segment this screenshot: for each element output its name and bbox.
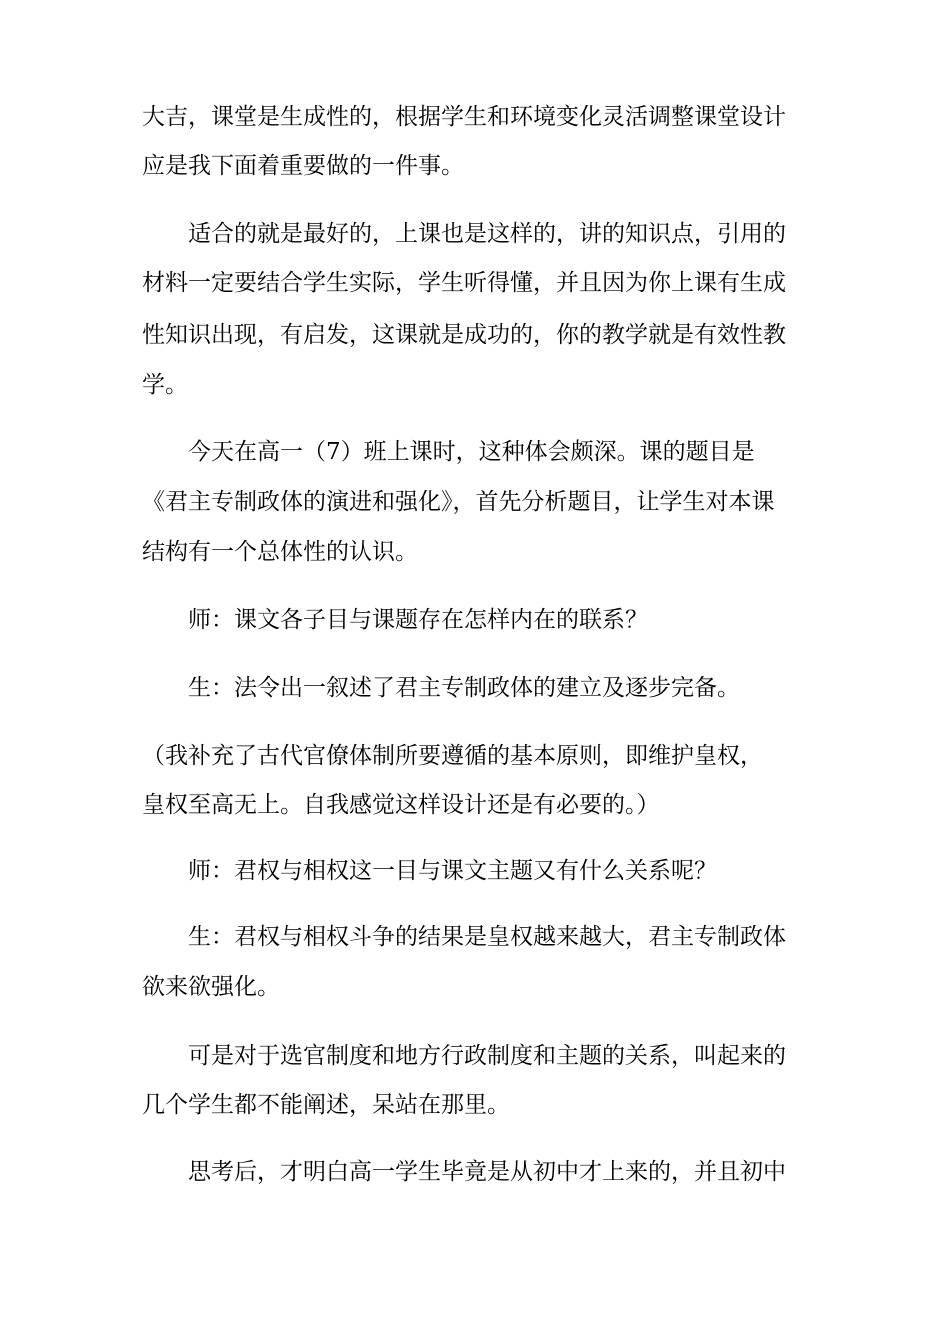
text-line: 材料一定要结合学生实际，学生听得懂，并且因为你上课有生成 [142, 270, 786, 296]
text-line: 欲来欲强化。 [142, 974, 280, 1000]
text-line: 师：君权与相权这一目与课文主题又有什么关系呢？ [142, 858, 717, 884]
text-line: 性知识出现，有启发，这课就是成功的，你的教学就是有效性教 [142, 322, 786, 348]
text-line: 大吉，课堂是生成性的，根据学生和环境变化灵活调整课堂设计 [142, 104, 786, 130]
text-line: 生：法令出一叙述了君主专制政体的建立及逐步完备。 [142, 675, 740, 701]
text-line: （我补充了古代官僚体制所要遵循的基本原则，即维护皇权， [142, 743, 763, 769]
text-line: 学。 [142, 372, 188, 398]
text-line: 皇权至高无上。自我感觉这样设计还是有必要的。） [142, 792, 660, 818]
text-line: 可是对于选官制度和地方行政制度和主题的关系，叫起来的 [142, 1043, 786, 1069]
text-line: 生：君权与相权斗争的结果是皇权越来越大，君主专制政体 [142, 924, 786, 950]
text-line: 应是我下面着重要做的一件事。 [142, 153, 464, 179]
text-line: 结构有一个总体性的认识。 [142, 539, 418, 565]
text-line: 今天在高一（7）班上课时，这种体会颇深。课的题目是 [142, 439, 755, 465]
text-line: 师：课文各子目与课题存在怎样内在的联系？ [142, 607, 648, 633]
text-line: 适合的就是最好的，上课也是这样的，讲的知识点，引用的 [142, 221, 786, 247]
text-line: 几个学生都不能阐述，呆站在那里。 [142, 1092, 510, 1118]
text-line: 《君主专制政体的演进和强化》，首先分析题目，让学生对本课 [142, 489, 775, 515]
text-line: 思考后，才明白高一学生毕竟是从初中才上来的，并且初中 [142, 1159, 786, 1185]
